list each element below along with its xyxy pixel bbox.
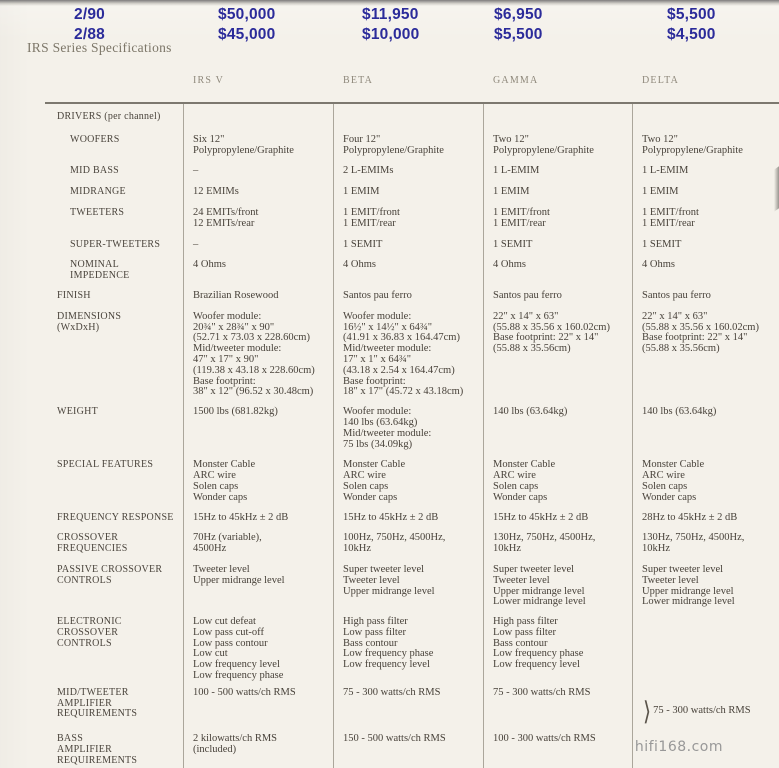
spec-row <box>45 617 779 682</box>
spec-row <box>45 533 779 555</box>
column-header-delta: DELTA <box>642 75 680 86</box>
cell-line: Two 12" <box>642 133 678 145</box>
cell-line: (55.88 x 35.56cm) <box>493 343 571 355</box>
cell-line: Bass contour <box>493 637 548 649</box>
cell-line: Santos pau ferro <box>642 289 711 301</box>
cell-line: Upper midrange level <box>343 585 435 597</box>
label-line: CROSSOVER <box>57 532 119 544</box>
price-value: $10,000 <box>362 26 420 43</box>
cell-line: Base footprint: 22" x 14" <box>493 332 599 344</box>
spacer <box>45 75 183 86</box>
cell-line: High pass filter <box>343 616 408 628</box>
cell-line: Monster Cable <box>493 459 556 471</box>
label-line: (WxDxH) <box>57 321 100 333</box>
cell-line: 130Hz, 750Hz, 4500Hz, <box>642 532 745 544</box>
spec-cell <box>183 291 333 302</box>
cell-line: 2 L-EMIMs <box>343 165 394 177</box>
spec-cell <box>483 208 632 230</box>
cell-line: (55.88 x 35.56cm) <box>642 343 720 355</box>
spec-cell <box>183 166 333 177</box>
cell-line: 12 EMITs/rear <box>193 217 255 229</box>
row-label <box>45 166 183 177</box>
label-line: PASSIVE CROSSOVER <box>57 563 163 575</box>
cell-line: 140 lbs (63.64kg) <box>642 406 717 418</box>
spec-cell <box>483 112 632 123</box>
cell-line: Monster Cable <box>642 459 705 471</box>
spec-cell <box>183 688 333 720</box>
spec-cell <box>632 312 779 398</box>
row-label <box>45 734 183 766</box>
cell-line: Solen caps <box>642 480 688 492</box>
spec-cell <box>483 291 632 302</box>
cell-line: 2 kilowatts/ch RMS <box>193 733 278 745</box>
cell-line: Polypropylene/Graphite <box>193 144 294 156</box>
price-value: $5,500 <box>667 6 716 23</box>
watermark: hifi168.com <box>634 739 723 755</box>
column-header-irs-v: IRS V <box>193 75 225 86</box>
cell-line: Super tweeter level <box>343 563 425 575</box>
cell-line: Six 12" <box>193 133 225 145</box>
cell-line: Low frequency phase <box>493 648 584 660</box>
label-line: MID/TWEETER <box>57 686 129 698</box>
cell-line: 10kHz <box>493 543 521 555</box>
spec-cell <box>483 240 632 251</box>
column-headers <box>45 75 779 86</box>
cell-line: Santos pau ferro <box>493 289 562 301</box>
label-line: NOMINAL <box>70 259 119 271</box>
table-top-rule <box>45 102 779 104</box>
cell-line: 22" x 14" x 63" <box>642 310 708 322</box>
spec-row <box>45 166 779 177</box>
label-line: FINISH <box>57 289 91 301</box>
cell-line: 24 EMITs/front <box>193 206 259 218</box>
spec-cell <box>483 135 632 157</box>
row-label <box>45 407 183 450</box>
spec-cell <box>333 112 483 123</box>
label-line: WOOFERS <box>70 133 120 145</box>
cell-line: Four 12" <box>343 133 381 145</box>
label-line: TWEETERS <box>70 206 125 218</box>
label-line: ELECTRONIC <box>57 616 122 628</box>
cell-line: Mid/tweeter module: <box>343 343 432 355</box>
spec-row <box>45 460 779 503</box>
spec-cell <box>183 208 333 230</box>
cell-line: 75 - 300 watts/ch RMS <box>653 705 751 717</box>
cell-line: Woofer module: <box>343 310 412 322</box>
spec-cell <box>483 260 632 282</box>
cell-line: ARC wire <box>642 470 685 482</box>
spec-cell <box>183 565 333 608</box>
row-label <box>45 135 183 157</box>
cell-line: 70Hz (variable), <box>193 532 262 544</box>
row-label <box>45 291 183 302</box>
cell-line: 47" x 17" x 90" <box>193 353 259 365</box>
column-header-gamma: GAMMA <box>493 75 539 86</box>
spec-row <box>45 407 779 450</box>
row-label <box>45 260 183 282</box>
cell-line: 1 SEMIT <box>642 238 682 250</box>
cell-line: – <box>193 238 199 250</box>
column-header-beta: BETA <box>343 75 374 86</box>
price-value: $11,950 <box>362 6 419 23</box>
spec-cell <box>333 688 483 720</box>
spec-row <box>45 513 779 524</box>
spec-row <box>45 112 779 123</box>
cell-line: 28Hz to 45kHz ± 2 dB <box>642 511 738 523</box>
spec-cell <box>333 617 483 682</box>
cell-line: Tweeter level <box>642 574 699 586</box>
cell-line: (included) <box>193 744 237 756</box>
cell-line: (119.38 x 43.18 x 228.60cm) <box>193 364 315 376</box>
spec-cell <box>333 513 483 524</box>
spec-cell <box>632 135 779 157</box>
cell-line: Wonder caps <box>642 491 697 503</box>
cell-line: 100Hz, 750Hz, 4500Hz, <box>343 532 446 544</box>
cell-line: 75 - 300 watts/ch RMS <box>343 686 441 698</box>
spec-row <box>45 260 779 282</box>
price-value: $4,500 <box>667 26 716 43</box>
spec-cell <box>632 513 779 524</box>
cell-line: Low pass filter <box>343 626 406 638</box>
label-line: BASS <box>57 733 84 745</box>
label-line: IMPEDENCE <box>70 270 130 282</box>
cell-line: 150 - 500 watts/ch RMS <box>343 733 446 745</box>
cell-line: 15Hz to 45kHz ± 2 dB <box>343 511 439 523</box>
row-label <box>45 240 183 251</box>
cell-line: 16½" x 14½" x 64¾" <box>343 321 432 333</box>
cell-line: Upper midrange level <box>493 585 585 597</box>
cell-line: 1 EMIT/front <box>343 206 400 218</box>
cell-line: 17" x 1" x 64¾" <box>343 353 411 365</box>
label-line: FREQUENCIES <box>57 543 128 555</box>
cell-line: Wonder caps <box>343 491 398 503</box>
spec-cell <box>183 260 333 282</box>
row-label <box>45 513 183 524</box>
spec-cell <box>632 240 779 251</box>
row-label <box>45 312 183 398</box>
cell-line: Low frequency level <box>193 659 280 671</box>
spec-cell <box>632 617 779 682</box>
spec-cell <box>183 312 333 398</box>
cell-line: 4 Ohms <box>343 259 376 271</box>
spec-cell <box>483 460 632 503</box>
page-title: IRS Series Specifications <box>27 40 172 55</box>
row-label <box>45 688 183 720</box>
cell-line: Woofer module: <box>343 406 412 418</box>
cell-line: Solen caps <box>343 480 389 492</box>
spec-cell <box>632 533 779 555</box>
spec-cell <box>483 312 632 398</box>
spec-table-body <box>45 105 779 767</box>
row-label <box>45 565 183 608</box>
cell-line: 4 Ohms <box>493 259 526 271</box>
spec-cell <box>333 208 483 230</box>
row-label <box>45 208 183 230</box>
cell-line: (55.88 x 35.56 x 160.02cm) <box>642 321 759 333</box>
cell-line: 12 EMIMs <box>193 186 239 198</box>
row-label <box>45 533 183 555</box>
spec-row <box>45 565 779 608</box>
cell-line: Mid/tweeter module: <box>193 343 282 355</box>
cell-line: Polypropylene/Graphite <box>343 144 444 156</box>
row-label <box>45 187 183 198</box>
cell-line: 18" x 17" (45.72 x 43.18cm) <box>343 386 464 398</box>
label-line: CONTROLS <box>57 574 112 586</box>
cell-line: Wonder caps <box>493 491 548 503</box>
spec-row <box>45 135 779 157</box>
label-line: MIDRANGE <box>70 186 126 198</box>
spec-cell <box>183 187 333 198</box>
cell-line: Low frequency phase <box>193 670 284 682</box>
cell-line: 10kHz <box>343 543 371 555</box>
spec-cell <box>333 166 483 177</box>
cell-line: Low pass cut-off <box>193 626 264 638</box>
cell-line: Polypropylene/Graphite <box>642 144 743 156</box>
label-line: REQUIREMENTS <box>57 708 138 720</box>
spec-cell <box>333 734 483 766</box>
spec-row <box>45 187 779 198</box>
spec-cell <box>333 565 483 608</box>
label-line: CROSSOVER <box>57 626 119 638</box>
cell-line: 100 - 300 watts/ch RMS <box>493 733 596 745</box>
cell-line: Two 12" <box>493 133 529 145</box>
price-value: $6,950 <box>494 6 543 23</box>
cell-line: 15Hz to 45kHz ± 2 dB <box>493 511 589 523</box>
spec-cell <box>632 260 779 282</box>
price-date: 2/88 <box>74 26 105 43</box>
spec-row <box>45 291 779 302</box>
cell-line: ARC wire <box>493 470 536 482</box>
label-line: REQUIREMENTS <box>57 754 138 766</box>
cell-line: Polypropylene/Graphite <box>493 144 594 156</box>
label-line: WEIGHT <box>57 406 98 418</box>
cell-line: Base footprint: <box>343 375 406 387</box>
cell-line: ARC wire <box>343 470 386 482</box>
label-line: SPECIAL FEATURES <box>57 459 154 471</box>
cell-line: 1 SEMIT <box>493 238 533 250</box>
cell-line: 1 EMIM <box>642 186 679 198</box>
spec-cell <box>483 187 632 198</box>
cell-line: Low frequency level <box>343 659 430 671</box>
spec-cell <box>183 734 333 766</box>
cell-line: Lower midrange level <box>493 596 586 608</box>
cell-line: Base footprint: 22" x 14" <box>642 332 748 344</box>
cell-line: 1 EMIT/front <box>493 206 550 218</box>
spec-cell <box>333 187 483 198</box>
cell-line: Monster Cable <box>193 459 256 471</box>
cell-line: Low pass contour <box>193 637 268 649</box>
cell-line: (41.91 x 36.83 x 164.47cm) <box>343 332 460 344</box>
spec-cell <box>183 513 333 524</box>
spec-cell <box>333 312 483 398</box>
cell-line: Low frequency level <box>493 659 580 671</box>
label-line: DIMENSIONS <box>57 310 122 322</box>
cell-line: ARC wire <box>193 470 236 482</box>
cell-line: Monster Cable <box>343 459 406 471</box>
label-line: MID BASS <box>70 165 119 177</box>
cell-line: 10kHz <box>642 543 670 555</box>
cell-line: 140 lbs (63.64kg) <box>343 416 418 428</box>
cell-line: 38" x 12" (96.52 x 30.48cm) <box>193 386 314 398</box>
cell-line: Upper midrange level <box>193 574 285 586</box>
spec-cell <box>333 260 483 282</box>
spec-cell <box>183 533 333 555</box>
spec-cell <box>183 112 333 123</box>
cell-line: Santos pau ferro <box>343 289 412 301</box>
cell-line: Tweeter level <box>343 574 400 586</box>
cell-line: 1 EMIT/rear <box>343 217 396 229</box>
row-label <box>45 617 183 682</box>
cell-line: 15Hz to 45kHz ± 2 dB <box>193 511 289 523</box>
spec-cell <box>632 688 779 727</box>
spec-cell <box>183 135 333 157</box>
spec-cell <box>632 565 779 608</box>
cell-line: Bass contour <box>343 637 398 649</box>
spec-cell <box>483 688 632 720</box>
cell-line: Base footprint: <box>193 375 256 387</box>
cell-line: Wonder caps <box>193 491 248 503</box>
label-line: FREQUENCY RESPONSE <box>57 511 174 523</box>
cell-line: 4 Ohms <box>193 259 226 271</box>
braced-value <box>642 696 779 727</box>
spec-cell <box>183 407 333 450</box>
cell-line: (55.88 x 35.56 x 160.02cm) <box>493 321 610 333</box>
cell-line: (52.71 x 73.03 x 228.60cm) <box>193 332 310 344</box>
cell-line: Solen caps <box>193 480 239 492</box>
spec-row <box>45 312 779 398</box>
label-line: AMPLIFIER <box>57 697 113 709</box>
cell-line: Low pass filter <box>493 626 556 638</box>
cell-line: Super tweeter level <box>493 563 575 575</box>
cell-line: 20¾" x 28¾" x 90" <box>193 321 275 333</box>
cell-line: Low frequency phase <box>343 648 434 660</box>
cell-line: 1 EMIT/front <box>642 206 699 218</box>
spec-cell <box>333 533 483 555</box>
spec-cell <box>333 407 483 450</box>
cell-line: Low cut <box>193 648 228 660</box>
price-value: $50,000 <box>218 6 276 23</box>
spec-cell <box>483 533 632 555</box>
spec-cell <box>632 166 779 177</box>
spec-cell <box>183 460 333 503</box>
spec-cell <box>183 617 333 682</box>
cell-line: Super tweeter level <box>642 563 724 575</box>
cell-line: 75 lbs (34.09kg) <box>343 438 413 450</box>
label-line: AMPLIFIER <box>57 744 113 756</box>
spec-cell <box>632 208 779 230</box>
price-value: $45,000 <box>218 26 276 43</box>
cell-line: 1 EMIM <box>493 186 530 198</box>
spec-cell <box>333 240 483 251</box>
spec-cell <box>632 291 779 302</box>
spec-cell <box>632 112 779 123</box>
brace-icon: ⟩ <box>643 696 652 727</box>
cell-line: Mid/tweeter module: <box>343 427 432 439</box>
cell-line: Brazilian Rosewood <box>193 289 279 301</box>
spec-row <box>45 240 779 251</box>
spec-cell <box>483 513 632 524</box>
spec-cell <box>632 407 779 450</box>
spec-cell <box>183 240 333 251</box>
price-value: $5,500 <box>494 26 543 43</box>
cell-line: 1 EMIT/rear <box>493 217 546 229</box>
cell-line: 140 lbs (63.64kg) <box>493 406 568 418</box>
spec-row <box>45 686 779 727</box>
label-line: SUPER-TWEETERS <box>70 238 161 250</box>
spec-cell <box>483 734 632 766</box>
price-date: 2/90 <box>74 6 105 23</box>
row-label <box>45 460 183 503</box>
spec-cell <box>483 565 632 608</box>
cell-line: – <box>193 165 199 177</box>
cell-line: 1 L-EMIM <box>493 165 540 177</box>
cell-line: 1 SEMIT <box>343 238 383 250</box>
spec-cell <box>333 135 483 157</box>
cell-line: Tweeter level <box>193 563 250 575</box>
spec-cell <box>632 460 779 503</box>
cell-line: 100 - 500 watts/ch RMS <box>193 686 296 698</box>
cell-line: Solen caps <box>493 480 539 492</box>
spec-row <box>45 208 779 230</box>
cell-line: 4 Ohms <box>642 259 675 271</box>
cell-line: 75 - 300 watts/ch RMS <box>493 686 591 698</box>
cell-line: Woofer module: <box>193 310 262 322</box>
label-line: CONTROLS <box>57 637 112 649</box>
spec-cell <box>333 291 483 302</box>
spec-cell <box>632 187 779 198</box>
cell-line: 4500Hz <box>193 543 227 555</box>
spec-cell <box>483 407 632 450</box>
row-label <box>45 112 183 123</box>
cell-line: High pass filter <box>493 616 558 628</box>
spec-cell <box>333 460 483 503</box>
cell-line: 1 EMIT/rear <box>642 217 695 229</box>
cell-line: 1500 lbs (681.82kg) <box>193 406 278 418</box>
cell-line: (43.18 x 2.54 x 164.47cm) <box>343 364 455 376</box>
cell-line: 1 L-EMIM <box>642 165 689 177</box>
cell-line: Low cut defeat <box>193 616 256 628</box>
cell-line: Lower midrange level <box>642 596 735 608</box>
spec-cell <box>483 617 632 682</box>
cell-line: Tweeter level <box>493 574 550 586</box>
cell-line: 1 EMIM <box>343 186 380 198</box>
label-line: DRIVERS (per channel) <box>57 111 161 122</box>
cell-line: Upper midrange level <box>642 585 734 597</box>
cell-line: 22" x 14" x 63" <box>493 310 559 322</box>
spec-cell <box>483 166 632 177</box>
cell-line: 130Hz, 750Hz, 4500Hz, <box>493 532 596 544</box>
